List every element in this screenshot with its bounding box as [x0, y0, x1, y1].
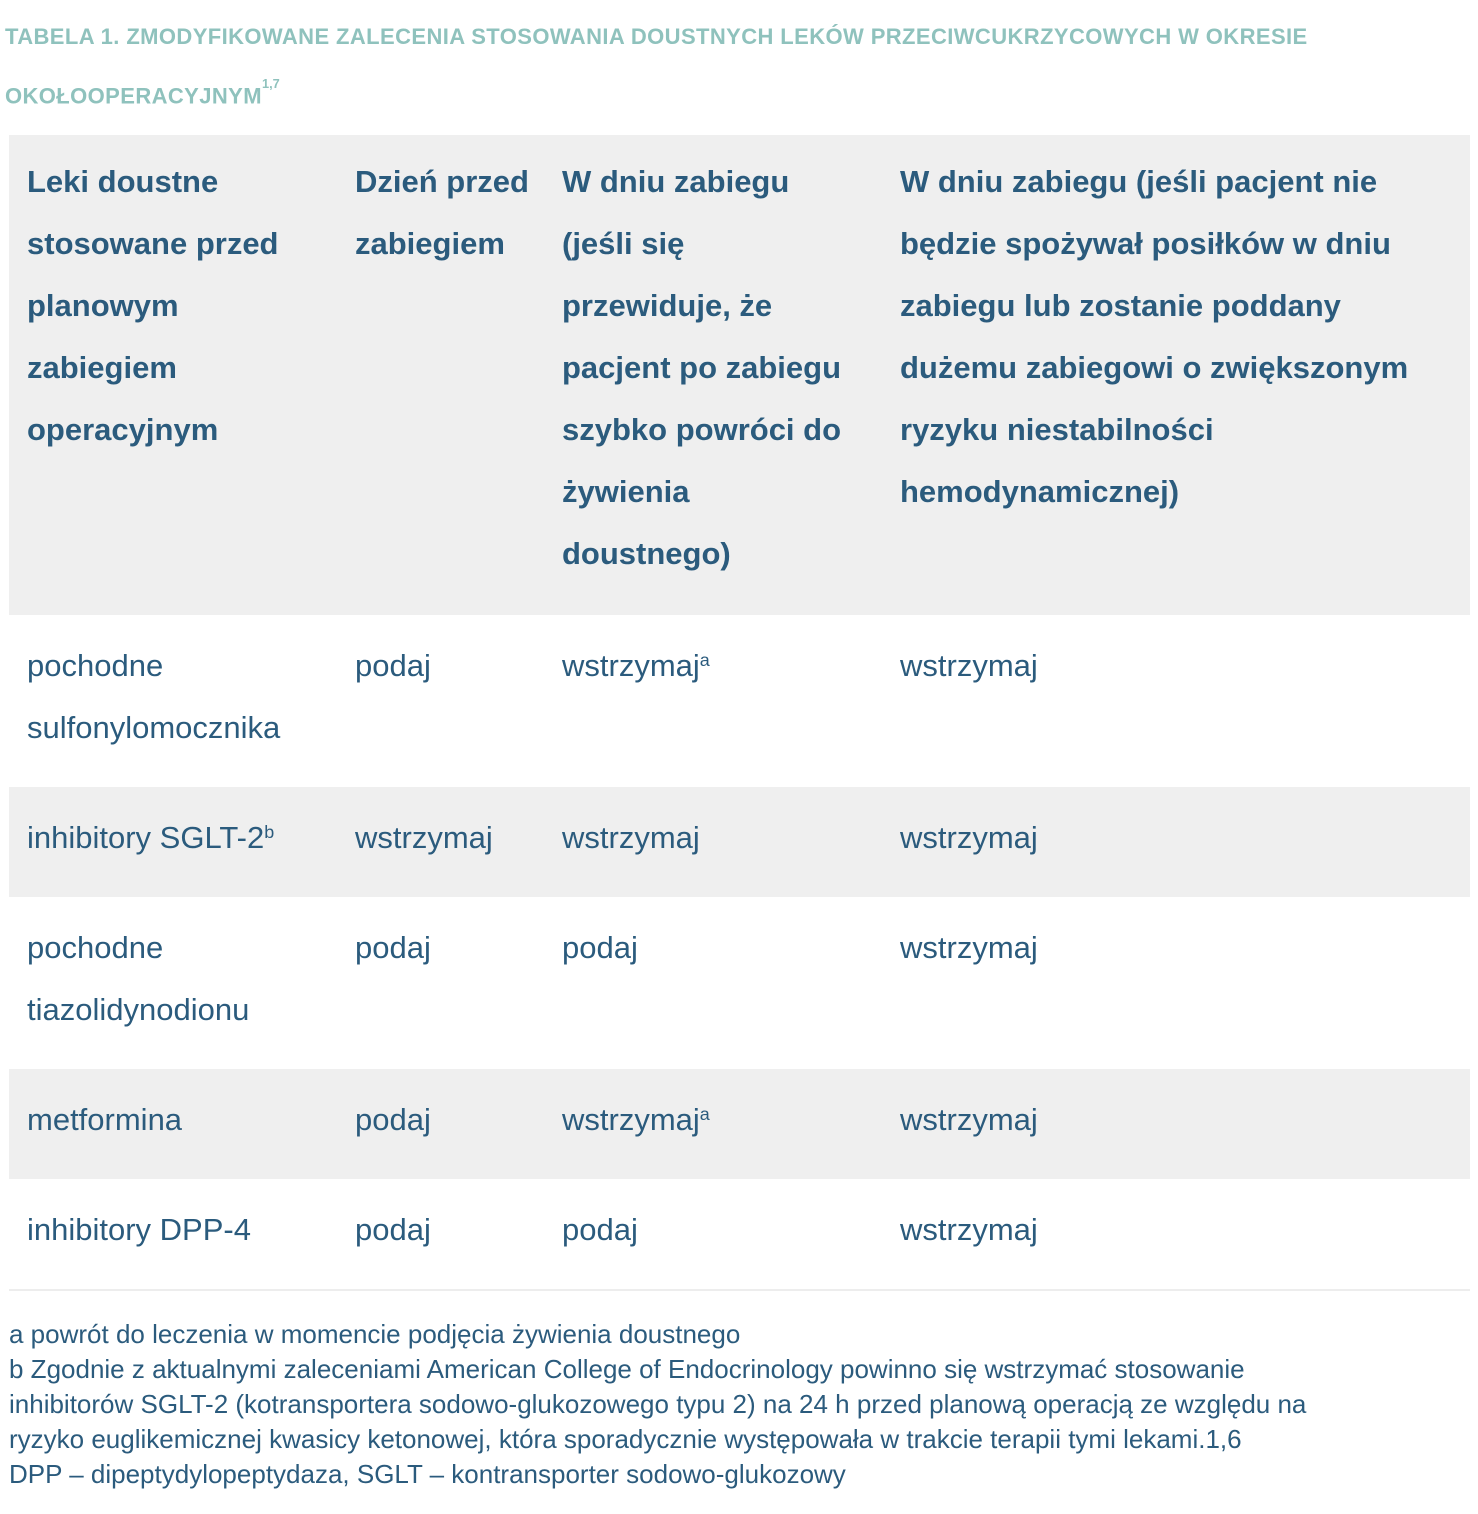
header-cell-day-before: Dzień przed zabiegiem — [355, 164, 529, 262]
footnote-abbreviations: DPP – dipeptydylopeptydaza, SGLT – kontransporter sodowo-glukozowy — [9, 1459, 846, 1490]
cell-day-of-no-meals: wstrzymaj — [900, 1102, 1038, 1138]
table-row-dpp4-inhibitors — [9, 1179, 1470, 1289]
cell-day-of-no-meals: wstrzymaj — [900, 1212, 1038, 1248]
cell-day-of-no-meals: wstrzymaj — [900, 820, 1038, 856]
cell-day-before: wstrzymaj — [355, 820, 493, 856]
header-cell-day-of-quick-return: W dniu zabiegu (jeśli się przewiduje, że pacjent po zabiegu szybko powróci do żywienia doustnego) — [562, 164, 842, 572]
header-cell-drugs: Leki doustne stosowane przed planowym zabiegiem operacyjnym — [27, 164, 279, 448]
footnote-b: b Zgodnie z aktualnymi zaleceniami American College of Endocrinology powinno się wstrzymać stosowanie inhibitorów SGLT-2 (kotransportera sodowo-glukozowego typu 2) na 24 h przed planową operacją ze względu na ryzyko euglikemicznej kwasicy ketonowej, która sporadycznie występowała w trakcie terapii tymi lekami.1,6 — [9, 1354, 1307, 1455]
table-row-sglt2-inhibitors — [9, 787, 1470, 897]
page-title-text: TABELA 1. ZMODYFIKOWANE ZALECENIA STOSOWANIA DOUSTNYCH LEKÓW PRZECIWCUKRZYCOWYCH W OKRESIE OKOŁOOPERACYJNYM — [5, 24, 1308, 109]
cell-drug-name: inhibitory DPP-4 — [27, 1212, 251, 1248]
header-cell-day-of-no-meals: W dniu zabiegu (jeśli pacjent nie będzie spożywał posiłków w dniu zabiegu lub zostanie poddany dużemu zabiegowi o zwiększonym ryzyku niestabilności hemodynamicznej) — [900, 164, 1409, 510]
cell-drug-name: pochodne tiazolidynodionu — [27, 930, 250, 1028]
page-title-superscript: 1,7 — [261, 75, 280, 91]
cell-drug-name: pochodne sulfonylomocznika — [27, 648, 281, 746]
cell-day-of-quick-return: podaj — [562, 1212, 638, 1248]
cell-day-before: podaj — [355, 1212, 431, 1248]
footnotes — [9, 1317, 1354, 1492]
table-row-sulfonylurea — [9, 615, 1470, 787]
table-row-metformin — [9, 1069, 1470, 1179]
cell-day-before: podaj — [355, 648, 431, 684]
cell-drug-name: inhibitory SGLT-2$^b$ — [27, 820, 275, 856]
footnote-a: a powrót do leczenia w momencie podjęcia żywienia doustnego — [9, 1319, 741, 1350]
page-title — [5, 10, 1470, 123]
cell-day-of-no-meals: wstrzymaj — [900, 648, 1038, 684]
cell-day-before: podaj — [355, 1102, 431, 1138]
cell-day-of-quick-return: wstrzymaj — [562, 820, 700, 856]
cell-day-of-quick-return: wstrzymaj$^a$ — [562, 648, 710, 684]
table-header-row — [9, 135, 1470, 615]
cell-day-of-quick-return: podaj — [562, 930, 638, 966]
table-row-thiazolidinedione — [9, 897, 1470, 1069]
cell-day-before: podaj — [355, 930, 431, 966]
table-bottom-divider — [9, 1289, 1470, 1291]
cell-day-of-no-meals: wstrzymaj — [900, 930, 1038, 966]
recommendations-table — [9, 135, 1470, 1289]
cell-drug-name: metformina — [27, 1102, 183, 1138]
cell-day-of-quick-return: wstrzymaj$^a$ — [562, 1102, 710, 1138]
